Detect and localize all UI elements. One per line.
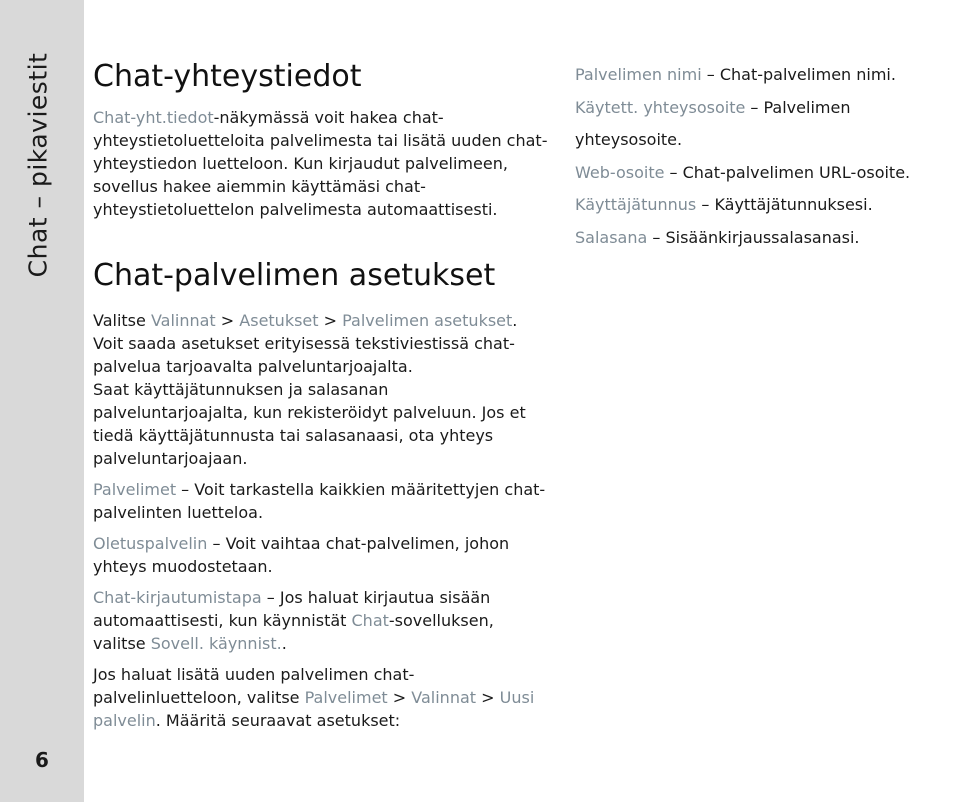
setting-item [575,59,955,92]
description: – Chat-palvelimen URL-osoite. [664,162,911,182]
right-column [575,59,955,254]
settings-sms-paragraph: Voit saada asetukset erityisessä tekstiviestissä chat-palvelua tarjoavalta palveluntarjoajalta. [93,334,515,376]
setting-item [575,222,955,255]
text: Jos haluat lisätä uuden palvelimen chat-palvelinluetteloon, valitse [93,665,415,707]
option: Sovell. käynnist. [150,634,282,653]
app-name: Chat [351,611,389,630]
text: . Määritä seuraavat asetukset: [155,711,401,730]
term: Oletuspalvelin [93,534,208,553]
text: – Voit vaihtaa chat-palvelimen, johon yhteys muodostetaan. [93,534,510,576]
section-title-server-settings: Chat-palvelimen asetukset [93,258,496,293]
description: – Käyttäjätunnuksesi. [696,195,873,214]
text: -sovelluksen, valitse [93,611,494,653]
term: Chat-kirjautumistapa [93,588,262,607]
left-column [93,58,548,732]
setting-item [575,92,955,157]
term: Palvelimet [93,480,177,499]
menu-option: Palvelimen asetukset [342,311,513,330]
text: . [281,634,287,653]
description: – Sisäänkirjaussalasanasi. [647,227,860,247]
term: Käytett. yhteysosoite [575,97,746,117]
sidebar [0,0,84,802]
login-type-item [93,586,548,655]
text: – Jos haluat kirjautua sisään automaattisesti, kun käynnistät [93,588,491,630]
term: Palvelimen nimi [575,65,702,84]
text: Valitse [93,311,151,330]
credentials-paragraph: Saat käyttäjätunnuksen ja salasanan palveluntarjoajalta, kun rekisteröidyt palveluun. Jos et tiedä käyttäjätunnusta tai salasanaasi, ota yhteys palveluntarjoajaan. [93,380,526,468]
text: – Voit tarkastella kaikkien määritettyjen chat-palvelinten luetteloa. [93,480,546,522]
page-number: 6 [35,748,49,772]
menu-option: Palvelimet [304,688,388,707]
description: – Palvelimen yhteysosoite. [575,97,851,149]
section-title-contacts: Chat-yhteystiedot [93,59,362,94]
separator: > [215,311,240,330]
chapter-title: Chat – pikaviestit [23,52,53,278]
separator: > [476,688,500,707]
setting-item [575,189,955,222]
setting-item [575,157,955,190]
separator: > [318,311,343,330]
text: . [512,311,518,330]
menu-option: Valinnat [411,688,477,707]
separator: > [387,688,412,707]
servers-item [93,478,548,524]
default-server-item [93,532,548,578]
term: Web-osoite [575,162,665,182]
term: Käyttäjätunnus [575,195,697,214]
menu-option: Valinnat [150,311,216,330]
menu-option: Asetukset [239,311,319,330]
menu-option: Uusi palvelin [93,688,535,730]
contacts-intro [93,106,548,221]
settings-path [93,309,548,332]
add-server-paragraph [93,663,548,732]
term: Salasana [575,227,648,247]
description: – Chat-palvelimen nimi. [701,65,896,84]
term: Chat-yht.tiedot [93,108,214,127]
text: -näkymässä voit hakea chat-yhteystietoluetteloita palvelimesta tai lisätä uuden chat-yhteystiedon luetteloon. Kun kirjaudut palvelimeen, sovellus hakee aiemmin käyttämäsi chat-yhteystietoluettelon palvelimesta automaattisesti. [93,108,548,219]
